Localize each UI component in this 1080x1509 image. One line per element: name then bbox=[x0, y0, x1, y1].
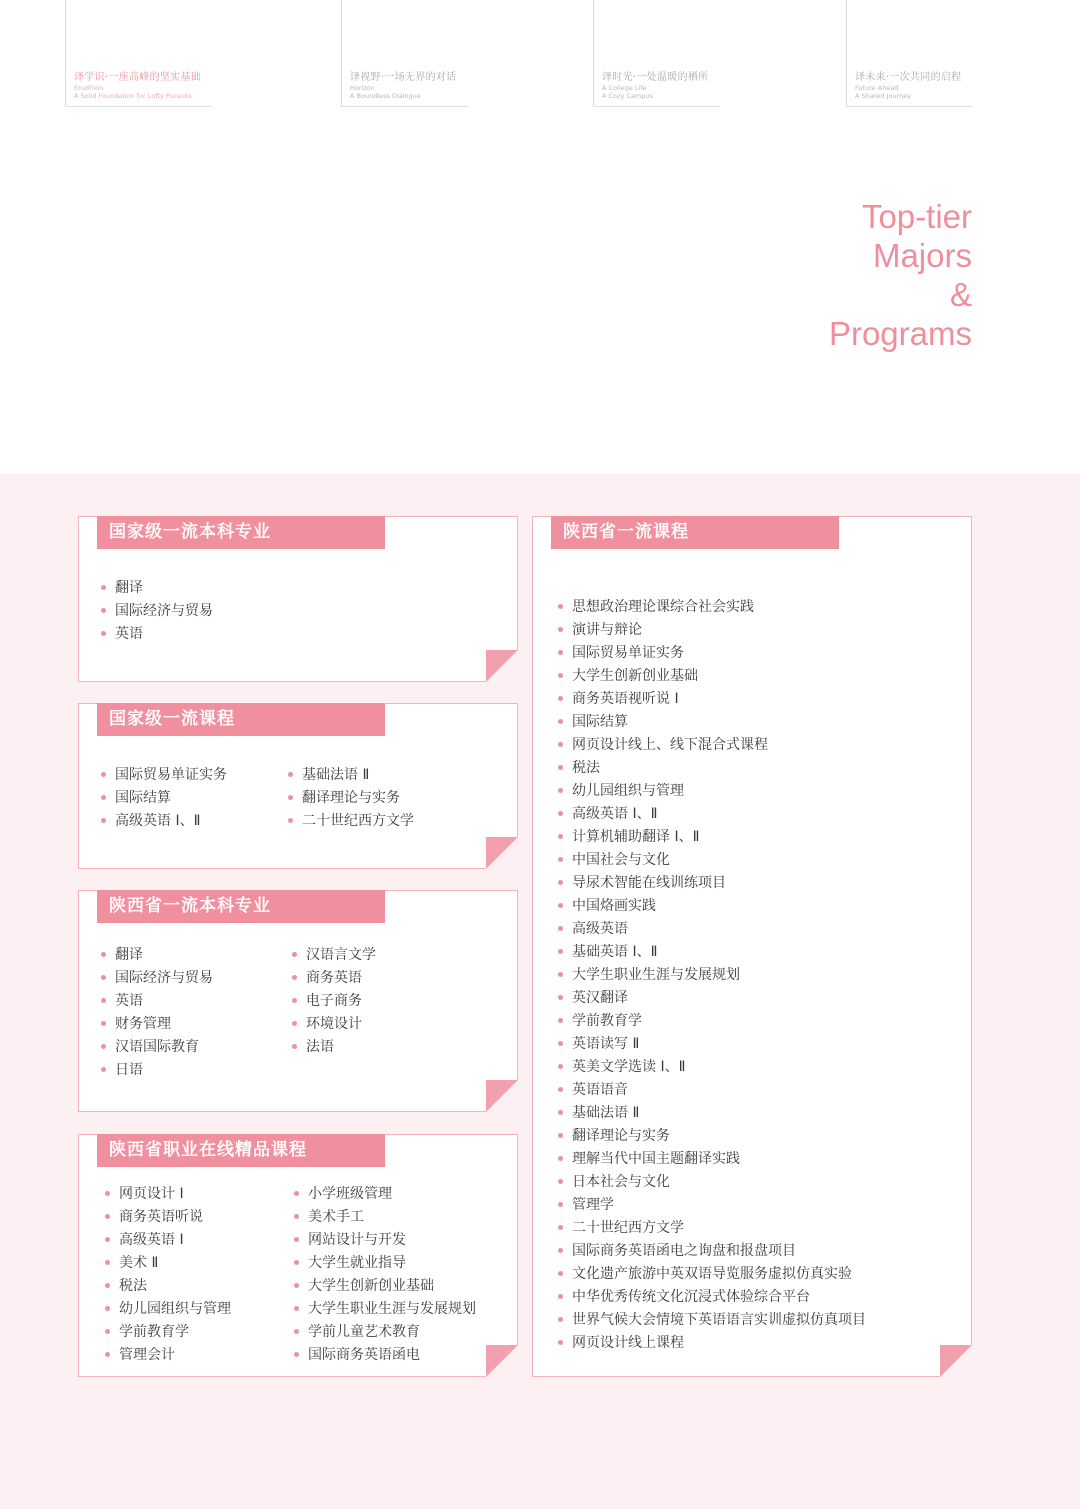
heading-line: Majors bbox=[872, 237, 972, 274]
list-item: 网页设计 Ⅰ bbox=[105, 1183, 231, 1206]
page-fold-icon bbox=[940, 1345, 972, 1377]
national-courses-list-col2 bbox=[288, 764, 414, 833]
list-item: 环境设计 bbox=[292, 1013, 376, 1036]
list-item: 大学生创新创业基础 bbox=[294, 1275, 476, 1298]
list-item: 高级英语 Ⅰ、Ⅱ bbox=[558, 803, 866, 826]
list-item: 理解当代中国主题翻译实践 bbox=[558, 1148, 866, 1171]
nav-item-college-life[interactable] bbox=[593, 0, 720, 107]
list-item: 文化遗产旅游中英双语导览服务虚拟仿真实验 bbox=[558, 1263, 866, 1286]
nav-item-horizon[interactable] bbox=[341, 0, 469, 107]
list-item: 商务英语听说 bbox=[105, 1206, 231, 1229]
list-item: 国际商务英语函电 bbox=[294, 1344, 476, 1367]
national-courses-card bbox=[78, 703, 518, 869]
heading-line: & bbox=[949, 276, 972, 313]
list-item: 日语 bbox=[101, 1059, 213, 1082]
list-item: 税法 bbox=[105, 1275, 231, 1298]
shaanxi-majors-list-col2 bbox=[292, 944, 376, 1059]
card-title: 国家级一流课程 bbox=[97, 703, 385, 736]
list-item: 高级英语 Ⅰ、Ⅱ bbox=[101, 810, 227, 833]
list-item: 国际经济与贸易 bbox=[101, 600, 213, 623]
heading-line: Top-tier bbox=[861, 198, 972, 235]
list-item: 思想政治理论课综合社会实践 bbox=[558, 596, 866, 619]
nav-item-future[interactable] bbox=[846, 0, 973, 107]
page-fold-icon bbox=[486, 1080, 518, 1112]
list-item: 幼儿园组织与管理 bbox=[105, 1298, 231, 1321]
list-item: 中国社会与文化 bbox=[558, 849, 866, 872]
nav-item-subtitle: A Shared Journey bbox=[855, 92, 911, 100]
list-item: 美术手工 bbox=[294, 1206, 476, 1229]
list-item: 幼儿园组织与管理 bbox=[558, 780, 866, 803]
nav-item-subtitle: A Boundless Dialogue bbox=[350, 92, 421, 100]
list-item: 二十世纪西方文学 bbox=[558, 1217, 866, 1240]
list-item: 管理会计 bbox=[105, 1344, 231, 1367]
list-item: 中国烙画实践 bbox=[558, 895, 866, 918]
card-title: 陕西省一流课程 bbox=[551, 516, 839, 549]
list-item: 基础法语 Ⅱ bbox=[558, 1102, 866, 1125]
top-navigation bbox=[0, 0, 1080, 110]
card-title: 国家级一流本科专业 bbox=[97, 516, 385, 549]
nav-item-subtitle: A Cozy Campus bbox=[602, 92, 653, 100]
list-item: 国际商务英语函电之询盘和报盘项目 bbox=[558, 1240, 866, 1263]
heading-line: Programs bbox=[828, 315, 972, 352]
nav-item-title: 译视野·一场无界的对话 bbox=[350, 72, 457, 83]
nav-item-subtitle: Erudition bbox=[74, 84, 104, 92]
list-item: 美术 Ⅱ bbox=[105, 1252, 231, 1275]
list-item: 高级英语 bbox=[558, 918, 866, 941]
nav-item-subtitle: Horizon bbox=[350, 84, 375, 92]
page-fold-icon bbox=[486, 650, 518, 682]
list-item: 日本社会与文化 bbox=[558, 1171, 866, 1194]
list-item: 学前教育学 bbox=[558, 1010, 866, 1033]
nav-item-erudition[interactable] bbox=[65, 0, 211, 107]
list-item: 小学班级管理 bbox=[294, 1183, 476, 1206]
list-item: 国际经济与贸易 bbox=[101, 967, 213, 990]
list-item: 税法 bbox=[558, 757, 866, 780]
list-item: 学前教育学 bbox=[105, 1321, 231, 1344]
list-item: 汉语国际教育 bbox=[101, 1036, 213, 1059]
list-item: 大学生创新创业基础 bbox=[558, 665, 866, 688]
shaanxi-majors-list-col1 bbox=[101, 944, 213, 1082]
page-fold-icon bbox=[486, 837, 518, 869]
page-fold-icon bbox=[486, 1345, 518, 1377]
list-item: 二十世纪西方文学 bbox=[288, 810, 414, 833]
list-item: 国际结算 bbox=[101, 787, 227, 810]
list-item: 商务英语 bbox=[292, 967, 376, 990]
content-area bbox=[0, 474, 1080, 1509]
shaanxi-online-list-col1 bbox=[105, 1183, 231, 1367]
list-item: 国际贸易单证实务 bbox=[558, 642, 866, 665]
page-heading bbox=[829, 197, 972, 353]
list-item: 国际结算 bbox=[558, 711, 866, 734]
list-item: 国际贸易单证实务 bbox=[101, 764, 227, 787]
list-item: 英语 bbox=[101, 623, 213, 646]
list-item: 翻译理论与实务 bbox=[558, 1125, 866, 1148]
list-item: 英语语音 bbox=[558, 1079, 866, 1102]
nav-item-subtitle: Future Ahead bbox=[855, 84, 899, 92]
list-item: 高级英语 Ⅰ bbox=[105, 1229, 231, 1252]
list-item: 财务管理 bbox=[101, 1013, 213, 1036]
national-majors-list bbox=[101, 577, 213, 646]
nav-item-subtitle: A Solid Foundation for Lofty Pursuits bbox=[74, 92, 192, 100]
list-item: 翻译 bbox=[101, 577, 213, 600]
list-item: 学前儿童艺术教育 bbox=[294, 1321, 476, 1344]
national-courses-list-col1 bbox=[101, 764, 227, 833]
list-item: 翻译 bbox=[101, 944, 213, 967]
list-item: 翻译理论与实务 bbox=[288, 787, 414, 810]
nav-item-title: 译未来·一次共同的启程 bbox=[855, 72, 962, 83]
list-item: 电子商务 bbox=[292, 990, 376, 1013]
list-item: 世界气候大会情境下英语语言实训虚拟仿真项目 bbox=[558, 1309, 866, 1332]
nav-item-title: 译时光·一处温暖的栖所 bbox=[602, 72, 709, 83]
list-item: 基础法语 Ⅱ bbox=[288, 764, 414, 787]
list-item: 法语 bbox=[292, 1036, 376, 1059]
list-item: 网站设计与开发 bbox=[294, 1229, 476, 1252]
list-item: 管理学 bbox=[558, 1194, 866, 1217]
shaanxi-majors-card bbox=[78, 890, 518, 1112]
list-item: 大学生就业指导 bbox=[294, 1252, 476, 1275]
list-item: 英语读写 Ⅱ bbox=[558, 1033, 866, 1056]
list-item: 网页设计线上课程 bbox=[558, 1332, 866, 1355]
shaanxi-online-list-col2 bbox=[294, 1183, 476, 1367]
list-item: 导尿术智能在线训练项目 bbox=[558, 872, 866, 895]
list-item: 商务英语视听说 Ⅰ bbox=[558, 688, 866, 711]
list-item: 基础英语 Ⅰ、Ⅱ bbox=[558, 941, 866, 964]
list-item: 汉语言文学 bbox=[292, 944, 376, 967]
nav-item-subtitle: A College Life bbox=[602, 84, 647, 92]
list-item: 英美文学选读 Ⅰ、Ⅱ bbox=[558, 1056, 866, 1079]
card-title: 陕西省职业在线精品课程 bbox=[97, 1134, 385, 1167]
shaanxi-online-courses-card bbox=[78, 1134, 518, 1377]
list-item: 英汉翻译 bbox=[558, 987, 866, 1010]
list-item: 中华优秀传统文化沉浸式体验综合平台 bbox=[558, 1286, 866, 1309]
list-item: 演讲与辩论 bbox=[558, 619, 866, 642]
shaanxi-courses-card bbox=[532, 516, 972, 1377]
list-item: 网页设计线上、线下混合式课程 bbox=[558, 734, 866, 757]
shaanxi-courses-list bbox=[558, 596, 866, 1355]
list-item: 大学生职业生涯与发展规划 bbox=[558, 964, 866, 987]
list-item: 大学生职业生涯与发展规划 bbox=[294, 1298, 476, 1321]
nav-item-title: 译学识·一座高峰的坚实基础 bbox=[74, 72, 202, 83]
card-title: 陕西省一流本科专业 bbox=[97, 890, 385, 923]
national-majors-card bbox=[78, 516, 518, 682]
list-item: 计算机辅助翻译 Ⅰ、Ⅱ bbox=[558, 826, 866, 849]
list-item: 英语 bbox=[101, 990, 213, 1013]
